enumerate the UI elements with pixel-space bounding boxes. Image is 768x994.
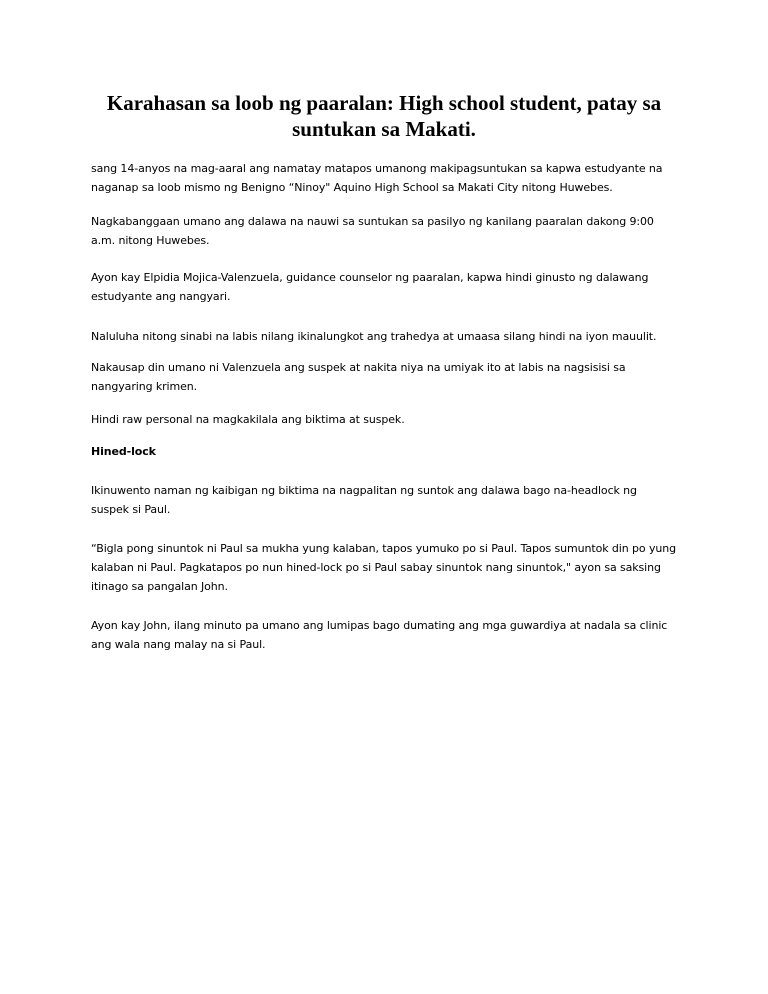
article-paragraph: Nagkabanggaan umano ang dalawa na nauwi sa suntukan sa pasilyo ng kanilang paaralan dakong 9:00 a.m. nitong Huwebes. [91,215,654,247]
article-paragraph: sang 14-anyos na mag-aaral ang namatay matapos umanong makipagsuntukan sa kapwa estudyante na naganap sa loob mismo ng Benigno “Ninoy" Aquino High School sa Makati City nitong Huwebes. [91,162,663,194]
article-title: Karahasan sa loob ng paaralan: High school student, patay sa suntukan sa Makati. [106,91,662,141]
section-heading: Hined-lock [91,445,156,458]
article-paragraph: Ikinuwento naman ng kaibigan ng biktima na nagpalitan ng suntok ang dalawa bago na-headlock ng suspek si Paul. [91,484,637,516]
article-paragraph: “Bigla pong sinuntok ni Paul sa mukha yung kalaban, tapos yumuko po si Paul. Tapos sumuntok din po yung kalaban ni Paul. Pagkatapos po nun hined-lock po si Paul sabay sinuntok nang sinuntok," ayon sa saksing itinago sa pangalan John. [91,542,676,593]
article-paragraph: Ayon kay Elpidia Mojica-Valenzuela, guidance counselor ng paaralan, kapwa hindi ginusto ng dalawang estudyante ang nangyari. [91,271,649,303]
article-paragraph: Nakausap din umano ni Valenzuela ang suspek at nakita niya na umiyak ito at labis na nagsisisi sa nangyaring krimen. [91,361,626,393]
article-paragraph: Hindi raw personal na magkakilala ang biktima at suspek. [91,413,405,426]
article-paragraph: Naluluha nitong sinabi na labis nilang ikinalungkot ang trahedya at umaasa silang hindi na iyon mauulit. [91,330,657,343]
article-paragraph: Ayon kay John, ilang minuto pa umano ang lumipas bago dumating ang mga guwardiya at nadala sa clinic ang wala nang malay na si Paul. [91,619,668,651]
